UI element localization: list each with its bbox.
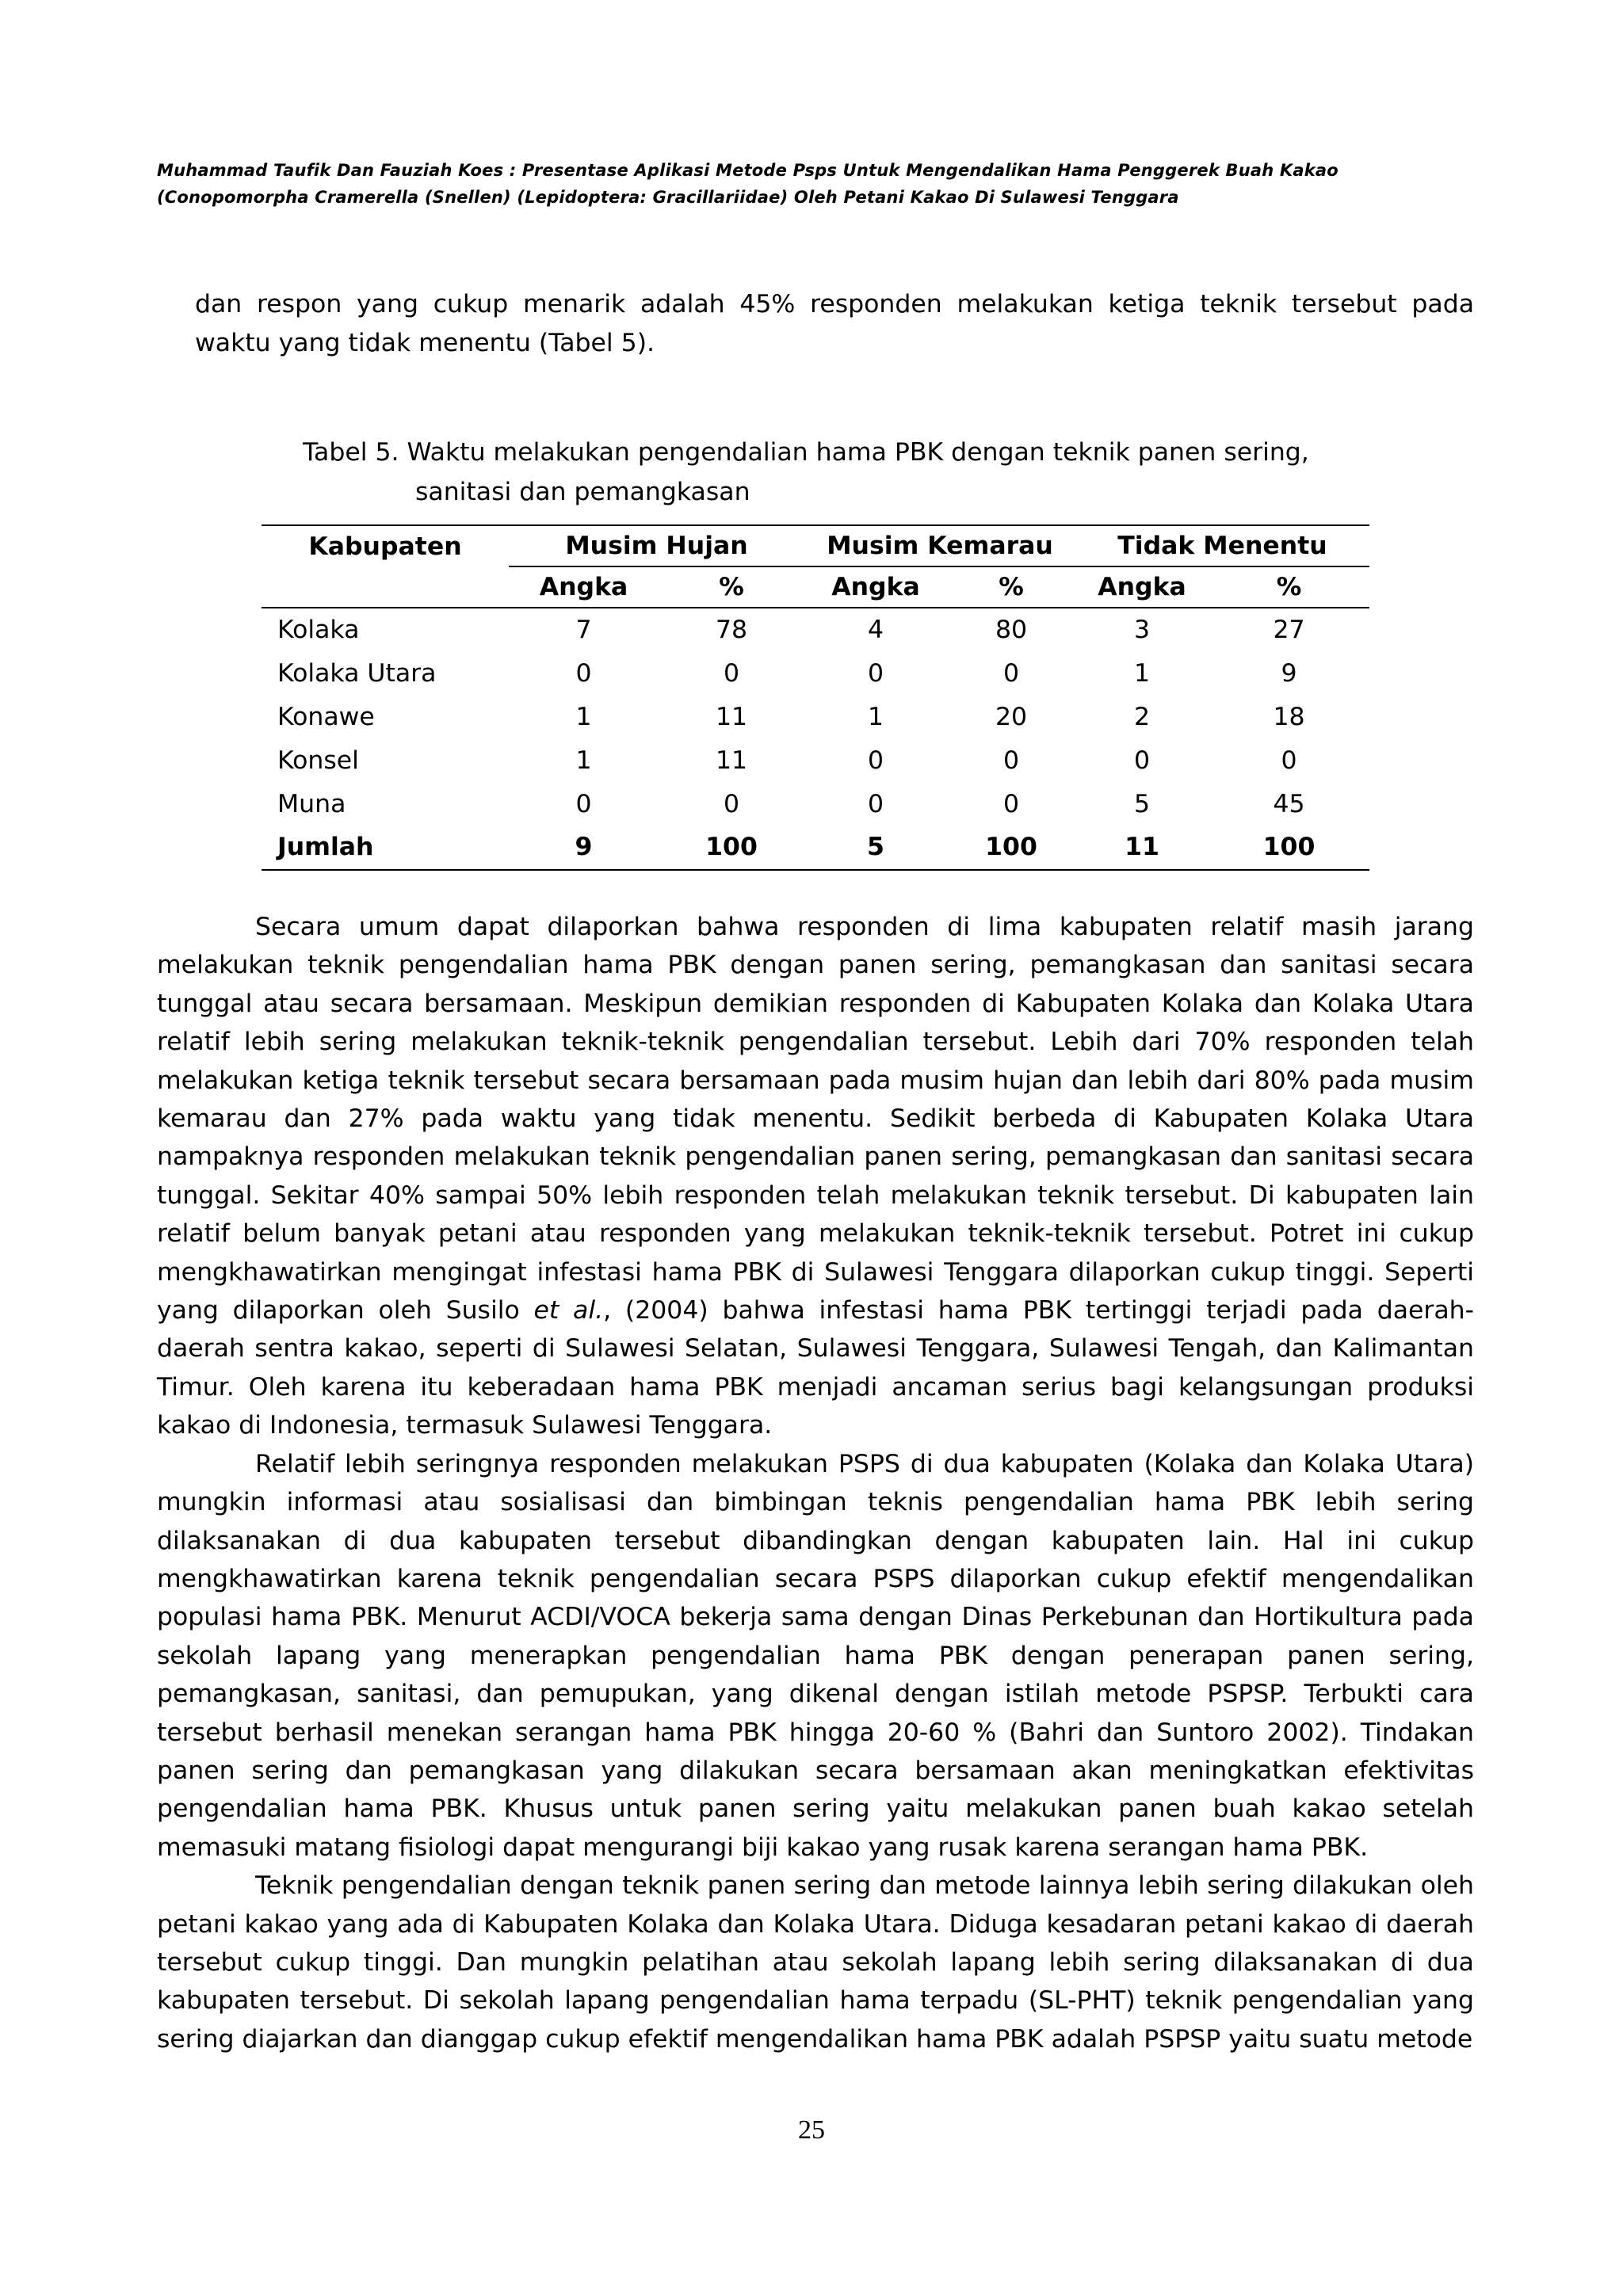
cell: 0 (867, 789, 884, 818)
total-label: Jumlah (262, 826, 509, 870)
running-header-line-2: (Conopomorpha Cramerella (Snellen) (Lepidoptera: Gracillariidae) Oleh Petani Kakao Di Sulawesi Tenggara (157, 188, 1179, 207)
header-group-musim-hujan: Musim Hujan (509, 525, 804, 566)
cell: 5 (1133, 789, 1151, 818)
cell: 0 (1002, 659, 1020, 688)
header-percent: % (659, 566, 804, 608)
total-cell: 11 (1075, 826, 1209, 870)
header-percent: % (947, 566, 1075, 608)
cell: 0 (867, 659, 884, 688)
cell: 1 (575, 702, 592, 731)
cell: 3 (1133, 616, 1151, 645)
page-number: 25 (798, 2115, 825, 2145)
cell: 78 (715, 616, 748, 645)
paragraph-1 (157, 908, 1474, 1445)
table-caption-line-1: Tabel 5. Waktu melakukan pengendalian hama PBK dengan teknik panen sering, (303, 438, 1309, 467)
cell: 4 (867, 616, 884, 645)
total-cell: 9 (509, 826, 659, 870)
paragraph-1-part-b: , (2004) bahwa infestasi hama PBK tertinggi terjadi pada daerah-daerah sentra kakao, seperti di Sulawesi Selatan, Sulawesi Tenggara, Sulawesi Tengah, dan Kalimantan Timur. Oleh karena itu keberadaan hama PBK menjadi ancaman serius bagi kelangsungan produksi kakao di Indonesia, termasuk Sulawesi Tenggara. (157, 1296, 1475, 1440)
cell: 9 (1281, 659, 1297, 688)
total-cell: 100 (947, 826, 1075, 870)
data-table (262, 524, 1369, 871)
cell: 0 (1133, 746, 1151, 775)
cell: 18 (1273, 702, 1305, 731)
body-text (157, 908, 1474, 2058)
cell: 0 (575, 659, 592, 688)
cell: 1 (867, 702, 884, 731)
row-name: Kolaka Utara (277, 659, 437, 688)
cell: 0 (723, 789, 740, 818)
cell: 0 (1002, 746, 1020, 775)
header-kabupaten: Kabupaten (262, 525, 509, 566)
table-row (262, 738, 1369, 782)
table-row (262, 696, 1369, 739)
cell: 20 (995, 702, 1028, 731)
cell: 0 (867, 746, 884, 775)
cell: 11 (715, 746, 748, 775)
table-caption-line-2: sanitasi dan pemangkasan (415, 478, 750, 506)
cell: 0 (575, 789, 592, 818)
total-cell: 100 (1209, 826, 1369, 870)
paragraph-2: Relatif lebih seringnya responden melakukan PSPS di dua kabupaten (Kolaka dan Kolaka Utara) mungkin informasi atau sosialisasi dan bimbingan teknis pengendalian hama PBK lebih sering dilaksanakan di dua kabupaten tersebut dibandingkan dengan kabupaten lain. Hal ini cukup mengkhawatirkan karena teknik pengendalian secara PSPS dilaporkan cukup efektif mengendalikan populasi hama PBK. Menurut ACDI/VOCA bekerja sama dengan Dinas Perkebunan dan Hortikultura pada sekolah lapang yang menerapkan pengendalian hama PBK dengan penerapan panen sering, pemangkasan, sanitasi, dan pemupukan, yang dikenal dengan istilah metode PSPSP. Terbukti cara tersebut berhasil menekan serangan hama PBK hingga 20-60 % (Bahri dan Suntoro 2002). Tindakan panen sering dan pemangkasan yang dilakukan secara bersamaan akan meningkatkan efektivitas pengendalian hama PBK. Khusus untuk panen sering yaitu melakukan panen buah kakao setelah memasuki matang fisiologi dapat mengurangi biji kakao yang rusak karena serangan hama PBK. (157, 1449, 1474, 1862)
header-angka: Angka (509, 566, 659, 608)
cell: 1 (575, 746, 592, 775)
paragraph-1-italic: et al. (533, 1296, 604, 1325)
total-cell: 5 (804, 826, 947, 870)
table-total-row (262, 826, 1369, 870)
intro-paragraph: dan respon yang cukup menarik adalah 45% responden melakukan ketiga teknik tersebut pada waktu yang tidak menentu (Tabel 5). (195, 290, 1474, 357)
running-header-line-1: Muhammad Taufik Dan Fauziah Koes : Presentase Aplikasi Metode Psps Untuk Mengendalikan Hama Penggerek Buah Kakao (157, 161, 1338, 180)
header-empty (262, 566, 509, 608)
total-cell: 100 (659, 826, 804, 870)
running-header (157, 157, 1472, 211)
table-caption (303, 433, 1412, 512)
table-row (262, 608, 1369, 652)
table-row (262, 652, 1369, 696)
paragraph-1-part-a: Secara umum dapat dilaporkan bahwa responden di lima kabupaten relatif masih jarang melakukan teknik pengendalian hama PBK dengan panen sering, pemangkasan dan sanitasi secara tunggal atau secara bersamaan. Meskipun demikian responden di Kabupaten Kolaka dan Kolaka Utara relatif lebih sering melakukan teknik-teknik pengendalian tersebut. Lebih dari 70% responden telah melakukan ketiga teknik tersebut secara bersamaan pada musim hujan dan lebih dari 80% pada musim kemarau dan 27% pada waktu yang tidak menentu. Sedikit berbeda di Kabupaten Kolaka Utara nampaknya responden melakukan teknik pengendalian panen sering, pemangkasan dan sanitasi secara tunggal. Sekitar 40% sampai 50% lebih responden telah melakukan teknik tersebut. Di kabupaten lain relatif belum banyak petani atau responden yang melakukan teknik-teknik tersebut. Potret ini cukup mengkhawatirkan mengingat infestasi hama PBK di Sulawesi Tenggara dilaporkan cukup tinggi. Seperti yang dilaporkan oleh Susilo (157, 913, 1474, 1325)
cell: 45 (1273, 789, 1305, 818)
row-name: Muna (277, 789, 346, 818)
cell: 80 (995, 616, 1028, 645)
cell: 2 (1133, 702, 1151, 731)
header-group-musim-kemarau: Musim Kemarau (804, 525, 1075, 566)
cell: 0 (1002, 789, 1020, 818)
cell: 11 (715, 702, 748, 731)
header-group-tidak-menentu: Tidak Menentu (1075, 525, 1369, 566)
cell: 1 (1133, 659, 1151, 688)
cell: 0 (1281, 746, 1297, 775)
cell: 0 (723, 659, 740, 688)
header-percent: % (1209, 566, 1369, 608)
header-angka: Angka (804, 566, 947, 608)
paragraph-3: Teknik pengendalian dengan teknik panen sering dan metode lainnya lebih sering dilakukan oleh petani kakao yang ada di Kabupaten Kolaka dan Kolaka Utara. Diduga kesadaran petani kakao di daerah tersebut cukup tinggi. Dan mungkin pelatihan atau sekolah lapang lebih sering dilaksanakan di dua kabupaten tersebut. Di sekolah lapang pengendalian hama terpadu (SL-PHT) teknik pengendalian yang sering diajarkan dan dianggap cukup efektif mengendalikan hama PBK adalah PSPSP yaitu suatu metode (157, 1871, 1474, 2054)
row-name: Konawe (277, 702, 375, 731)
row-name: Kolaka (277, 616, 360, 645)
cell: 27 (1273, 616, 1305, 645)
cell: 7 (575, 616, 592, 645)
header-angka: Angka (1075, 566, 1209, 608)
row-name: Konsel (277, 746, 359, 775)
table-row (262, 782, 1369, 826)
